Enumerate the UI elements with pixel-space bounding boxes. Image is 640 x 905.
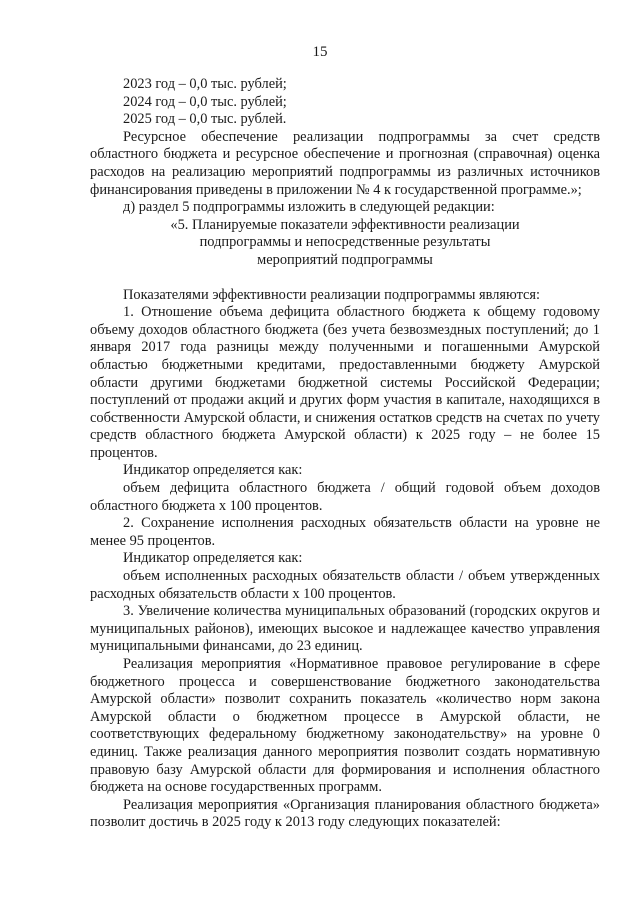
document-body	[90, 76, 600, 832]
indicators-intro: Показателями эффективности реализации подпрограммы являются:	[123, 286, 541, 303]
point-d-paragraph: д) раздел 5 подпрограммы изложить в следующей редакции:	[123, 199, 495, 216]
resource-paragraph: Ресурсное обеспечение реализации подпрограммы за счет средств областного бюджета и ресурсное обеспечение и прогнозная (справочная) оценка расходов на реализацию мероприятий подпрограммы из различных источников финансирования приведены в приложении № 4 к государственной программе.»;	[90, 128, 600, 198]
section-heading-line-3: мероприятий подпрограммы	[257, 251, 433, 268]
indicator-2-label: Индикатор определяется как:	[123, 550, 303, 567]
page-number: 15	[312, 44, 328, 60]
section-heading	[90, 217, 600, 270]
indicator-1-label: Индикатор определяется как:	[123, 462, 303, 479]
section-heading-line-1: «5. Планируемые показатели эффективности реализации	[170, 216, 520, 233]
blank-line	[90, 270, 600, 287]
funding-line-2024: 2024 год – 0,0 тыс. рублей;	[123, 93, 287, 110]
funding-line-2023: 2023 год – 0,0 тыс. рублей;	[123, 76, 287, 92]
indicator-item-2: 2. Сохранение исполнения расходных обязательств области на уровне не менее 95 процентов.	[90, 515, 600, 549]
indicator-1-formula: объем дефицита областного бюджета / общий годовой объем доходов областного бюджета х 100 процентов.	[90, 480, 600, 514]
indicator-item-3: 3. Увеличение количества муниципальных образований (городских округов и муниципальных районов), имеющих высокое и надлежащее качество управления муниципальными финансами, до 23 единиц.	[90, 603, 600, 655]
measure-2-paragraph: Реализация мероприятия «Организация планирования областного бюджета» позволит достичь в 2025 году к 2013 году следующих показателей:	[90, 796, 600, 831]
measure-1-paragraph: Реализация мероприятия «Нормативное правовое регулирование в сфере бюджетного процесса и совершенствование бюджетного законодательства Амурской области» позволит сохранить показатель «количество норм закона Амурской области о бюджетном процессе в Амурской области, не соответствующих федеральному бюджетному законодательству» на уровне 0 единиц. Также реализация данного мероприятия позволит создать нормативную правовую базу Амурской области для формирования и исполнения областного бюджета на основе государственных программ.	[90, 656, 600, 796]
indicator-2-formula: объем исполненных расходных обязательств области / объем утвержденных расходных обязательств области х 100 процентов.	[90, 568, 600, 602]
funding-line-2025: 2025 год – 0,0 тыс. рублей.	[123, 111, 287, 128]
indicator-item-1: 1. Отношение объема дефицита областного бюджета к общему годовому объему доходов областного бюджета (без учета безвозмездных поступлений; до 1 января 2017 года разницы между полученными и погашенными Амурской областью бюджетными кредитами, предоставленными бюджету Амурской области другими бюджетами бюджетной системы Российской Федерации; поступлений от продажи акций и других форм участия в капитале, находящихся в собственности Амурской области, и снижения остатков средств на счетах по учету средств областного бюджета Амурской области) к 2025 году – не более 15 процентов.	[90, 304, 600, 461]
section-heading-line-2: подпрограммы и непосредственные результаты	[199, 234, 491, 251]
